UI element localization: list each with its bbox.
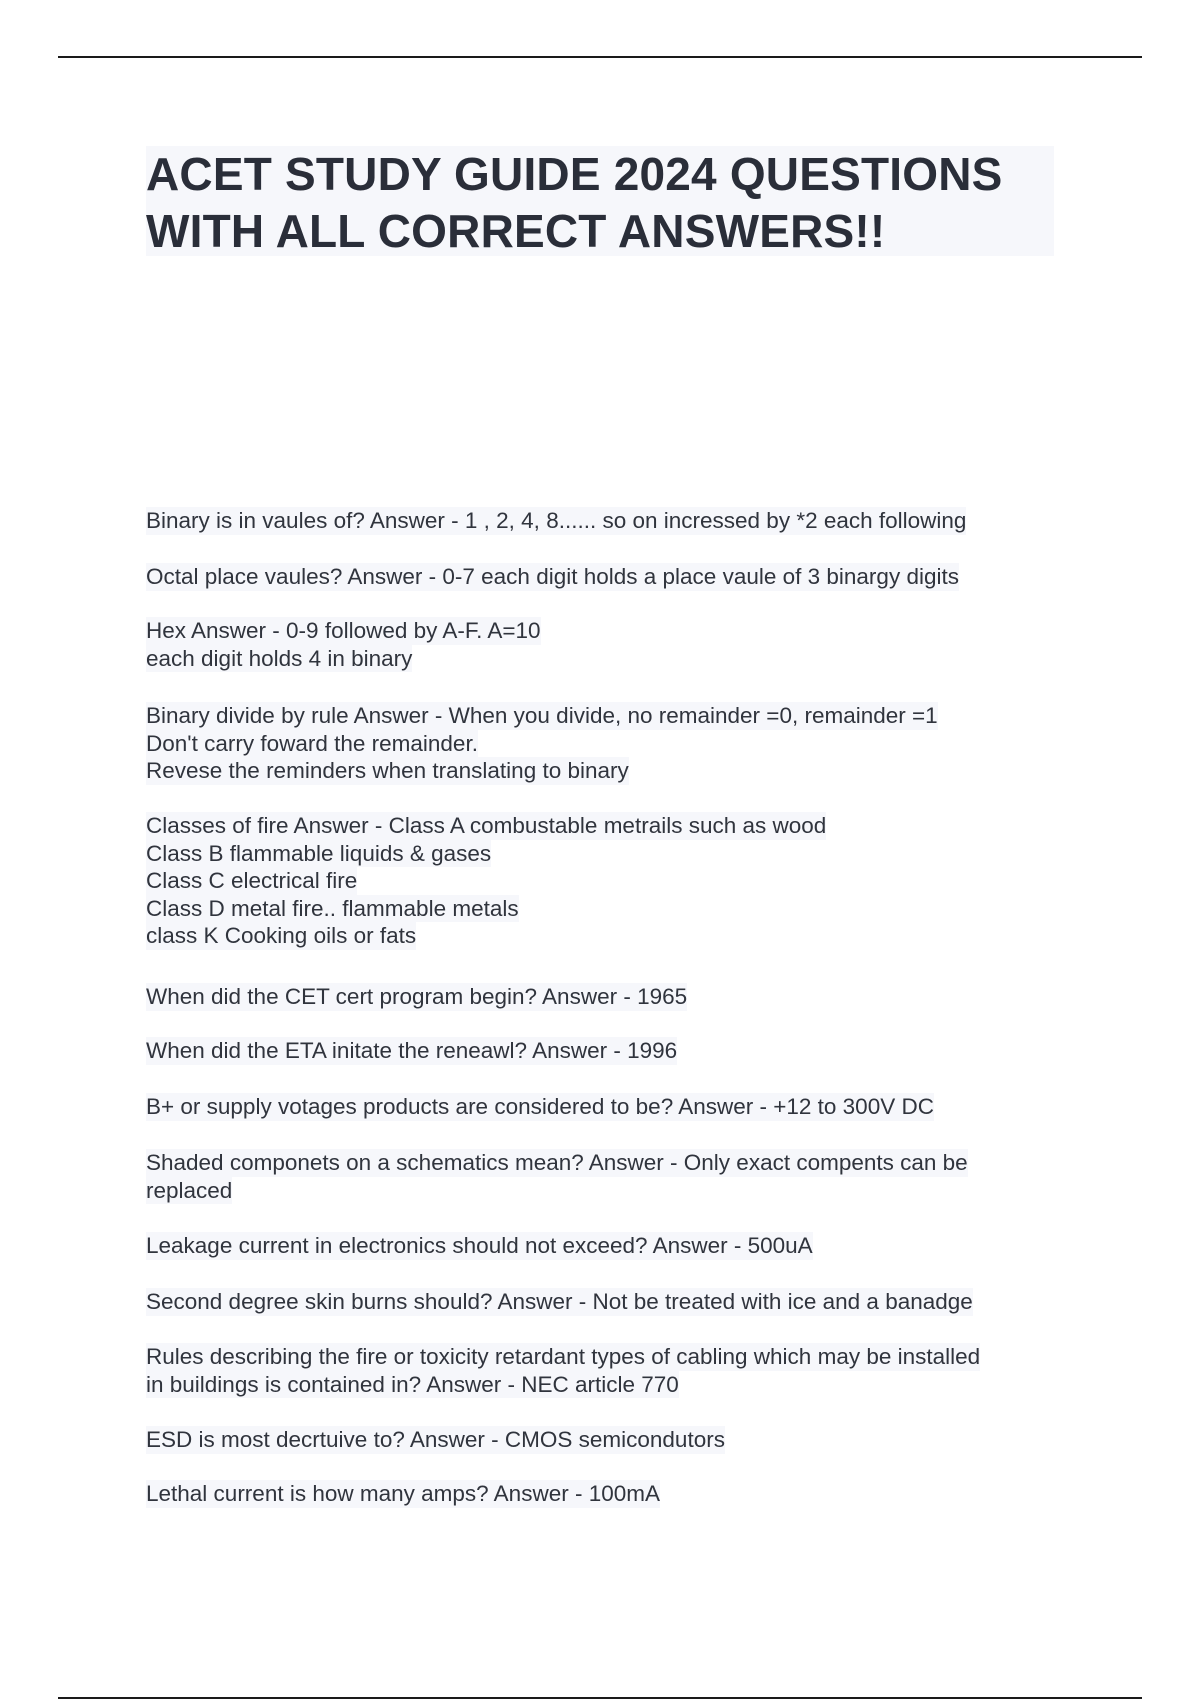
qa-item bbox=[146, 983, 687, 1011]
qa-line: Lethal current is how many amps? Answer - 100mA bbox=[146, 1481, 660, 1506]
qa-item bbox=[146, 507, 966, 535]
qa-line: Class D metal fire.. flammable metals bbox=[146, 895, 519, 921]
qa-item bbox=[146, 563, 959, 591]
qa-item bbox=[146, 812, 826, 950]
qa-line: Binary is in vaules of? Answer - 1 , 2, 4, 8...... so on incressed by *2 each following bbox=[146, 508, 967, 533]
qa-item bbox=[146, 1288, 973, 1316]
qa-item bbox=[146, 702, 938, 785]
qa-item bbox=[146, 1232, 813, 1260]
qa-line: Shaded componets on a schematics mean? Answer - Only exact compents can be bbox=[146, 1150, 968, 1175]
qa-line: Rules describing the fire or toxicity retardant types of cabling which may be installed bbox=[146, 1344, 981, 1369]
qa-line: When did the CET cert program begin? Answer - 1965 bbox=[146, 984, 688, 1009]
qa-line: class K Cooking oils or fats bbox=[146, 923, 417, 948]
qa-line: replaced bbox=[146, 1177, 233, 1203]
qa-item bbox=[146, 1093, 934, 1121]
qa-line: Octal place vaules? Answer - 0-7 each digit holds a place vaule of 3 binargy digits bbox=[146, 564, 959, 589]
footer-rule bbox=[58, 1697, 1142, 1699]
qa-line: Classes of fire Answer - Class A combustable metrails such as wood bbox=[146, 813, 827, 838]
qa-item bbox=[146, 1149, 968, 1204]
qa-line: each digit holds 4 in binary bbox=[146, 645, 413, 671]
qa-item bbox=[146, 1037, 677, 1065]
qa-item bbox=[146, 1426, 725, 1454]
qa-line: Don't carry foward the remainder. bbox=[146, 730, 478, 756]
qa-line: Hex Answer - 0-9 followed by A-F. A=10 bbox=[146, 618, 541, 643]
qa-line: Leakage current in electronics should not exceed? Answer - 500uA bbox=[146, 1233, 813, 1258]
title-line-1: ACET STUDY GUIDE 2024 QUESTIONS bbox=[146, 148, 1003, 200]
document-title bbox=[146, 146, 1054, 260]
qa-line: Second degree skin burns should? Answer - Not be treated with ice and a banadge bbox=[146, 1289, 973, 1314]
qa-line: When did the ETA initate the reneawl? Answer - 1996 bbox=[146, 1038, 678, 1063]
qa-line: Revese the reminders when translating to binary bbox=[146, 758, 629, 783]
qa-line: ESD is most decrtuive to? Answer - CMOS semicondutors bbox=[146, 1427, 725, 1452]
qa-item bbox=[146, 1343, 980, 1398]
title-block bbox=[146, 146, 1054, 256]
qa-item bbox=[146, 1480, 660, 1508]
qa-line: in buildings is contained in? Answer - NEC article 770 bbox=[146, 1371, 679, 1397]
qa-line: Class B flammable liquids & gases bbox=[146, 840, 492, 866]
title-line-2: WITH ALL CORRECT ANSWERS!! bbox=[146, 205, 886, 257]
qa-item bbox=[146, 617, 541, 672]
qa-line: B+ or supply votages products are considered to be? Answer - +12 to 300V DC bbox=[146, 1094, 934, 1119]
header-rule bbox=[58, 56, 1142, 58]
qa-line: Binary divide by rule Answer - When you divide, no remainder =0, remainder =1 bbox=[146, 703, 938, 728]
qa-line: Class C electrical fire bbox=[146, 868, 358, 893]
